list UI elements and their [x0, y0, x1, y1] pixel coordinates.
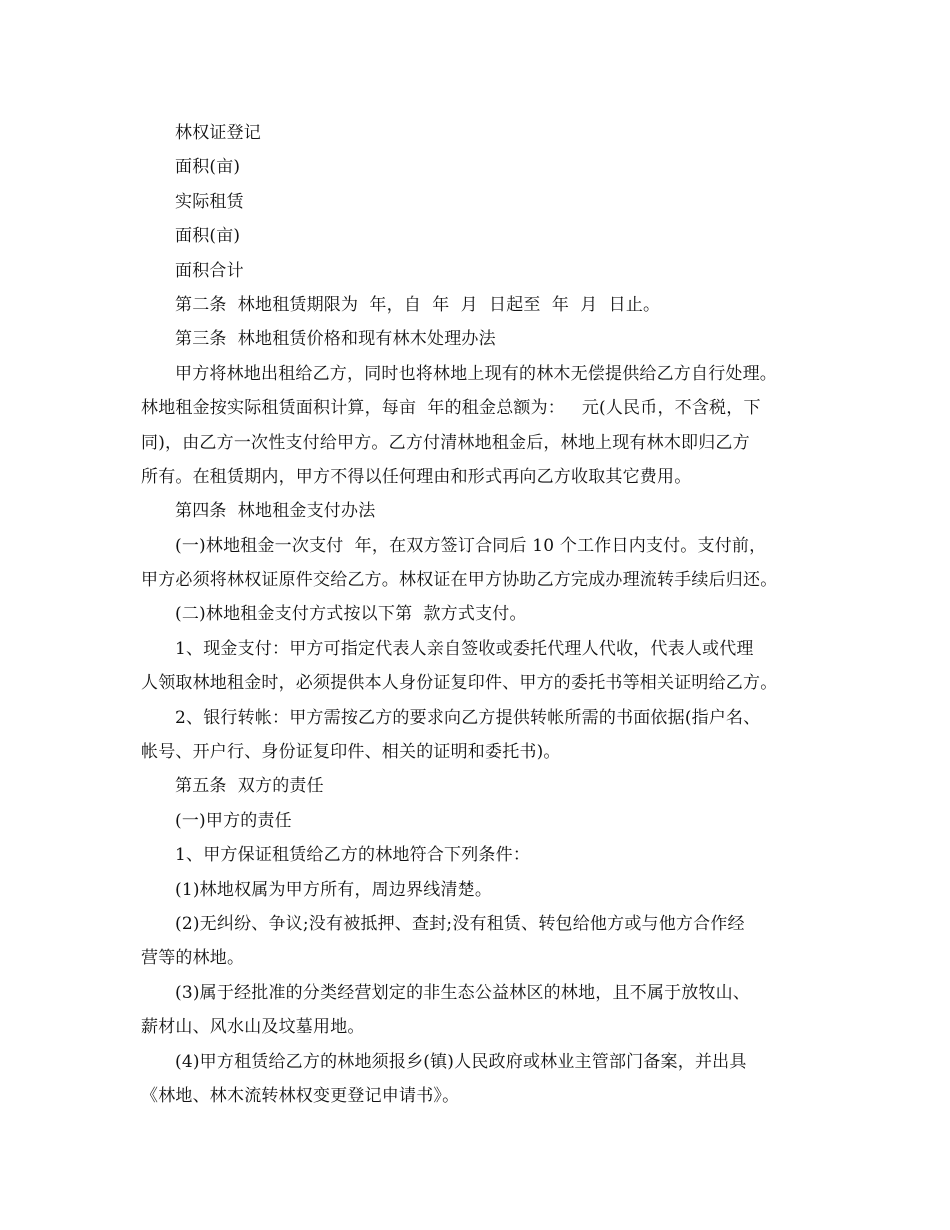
text-line: 实际租赁 [175, 191, 244, 212]
paragraph-line: (2)无纠纷、争议;没有被抵押、查封;没有租赁、转包给他方或与他方合作经 [175, 913, 745, 934]
text-line: 面积(亩) [175, 226, 241, 247]
paragraph-line: 同)，由乙方一次性支付给甲方。乙方付清林地租金后，林地上现有林木即归乙方 [141, 432, 750, 453]
paragraph-line: (一)林地租金一次支付 年，在双方签订合同后 10 个工作日内支付。支付前， [175, 535, 767, 556]
paragraph-line: 1、现金支付：甲方可指定代表人亲自签收或委托代理人代收，代表人或代理 [175, 638, 754, 659]
paragraph-line: 《林地、林木流转林权变更登记申请书》。 [141, 1085, 460, 1106]
paragraph-line: 营等的林地。 [141, 948, 245, 969]
text-line: 面积(亩) [175, 157, 241, 178]
text-line: 面积合计 [175, 260, 244, 281]
paragraph-line: 甲方必须将林权证原件交给乙方。林权证在甲方协助乙方完成办理流转手续后归还。 [141, 570, 778, 591]
paragraph-line: 甲方将林地出租给乙方，同时也将林地上现有的林木无偿提供给乙方自行处理。 [175, 363, 777, 384]
paragraph-line: (4)甲方租赁给乙方的林地须报乡(镇)人民政府或林业主管部门备案，并出具 [175, 1051, 747, 1072]
article-heading: 第三条 林地租赁价格和现有林木处理办法 [175, 329, 496, 350]
paragraph-line: (3)属于经批准的分类经营划定的非生态公益林区的林地，且不属于放牧山、 [175, 982, 751, 1003]
paragraph-line: 林地租金按实际租赁面积计算，每亩 年的租金总额为： 元(人民币，不含税，下 [141, 398, 761, 419]
paragraph-line: 所有。在租赁期内，甲方不得以任何理由和形式再向乙方收取其它费用。 [141, 466, 692, 487]
article-heading: 第五条 双方的责任 [175, 776, 324, 797]
section-heading: (一)甲方的责任 [175, 810, 292, 831]
article-heading: 第四条 林地租金支付办法 [175, 501, 376, 522]
paragraph-line: 薪材山、风水山及坟墓用地。 [141, 1017, 365, 1038]
paragraph-line: 帐号、开户行、身份证复印件、相关的证明和委托书)。 [141, 742, 561, 763]
document-body [141, 116, 821, 1113]
paragraph-line: 2、银行转帐：甲方需按乙方的要求向乙方提供转帐所需的书面依据(指户名、 [175, 707, 761, 728]
paragraph-line: 1、甲方保证租赁给乙方的林地符合下列条件： [175, 845, 531, 866]
paragraph-line: 人领取林地租金时，必须提供本人身份证复印件、甲方的委托书等相关证明给乙方。 [141, 673, 778, 694]
article-heading: 第二条 林地租赁期限为 年，自 年 月 日起至 年 月 日止。 [175, 294, 661, 315]
paragraph-line: (二)林地租金支付方式按以下第 款方式支付。 [175, 604, 527, 625]
text-line: 林权证登记 [175, 123, 261, 143]
paragraph-line: (1)林地权属为甲方所有，周边界线清楚。 [175, 879, 493, 900]
